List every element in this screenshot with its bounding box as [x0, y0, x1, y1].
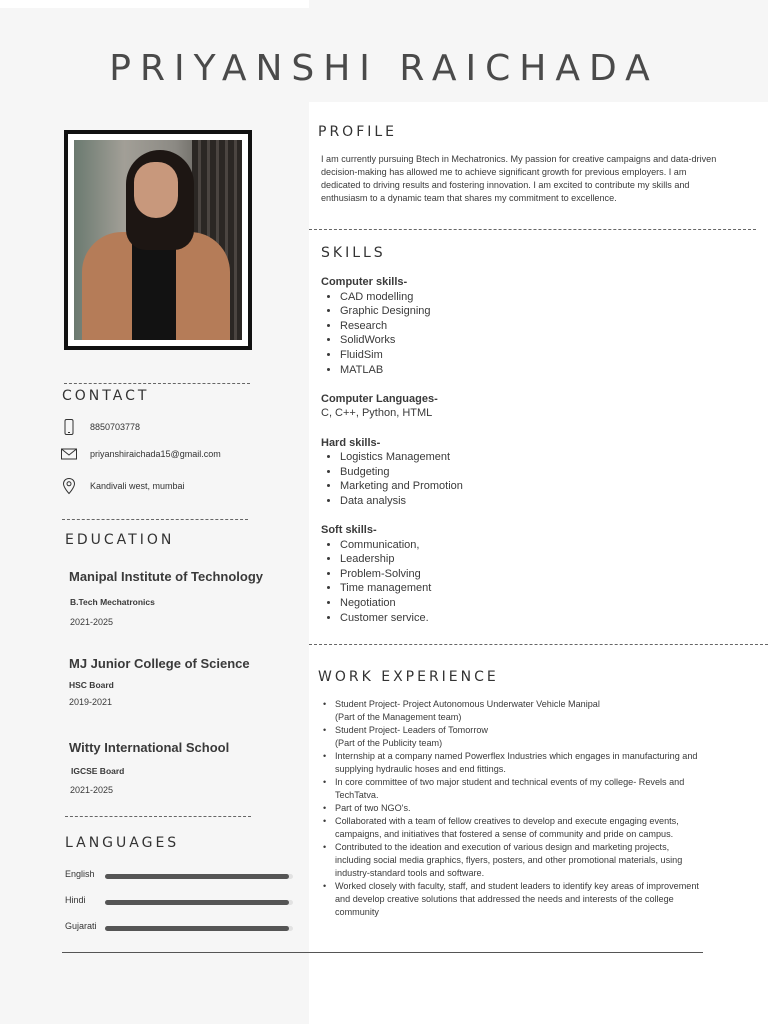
- list-item: • CAD modelling: [340, 290, 741, 305]
- list-item: • SolidWorks: [340, 333, 741, 348]
- divider: [62, 519, 248, 520]
- skills-section: [321, 275, 741, 625]
- computer-languages-title: Computer Languages-: [321, 392, 438, 405]
- list-item: • In core committee of two major student and technical events of my college- Revels and TechTatva.: [335, 776, 707, 802]
- language-row: [65, 921, 295, 935]
- soft-skills-list: [321, 538, 741, 626]
- language-bar-fill: [105, 900, 289, 905]
- list-item: • Internship at a company named Powerflex Industries which engages in manufacturing and supplying hydraulic hoses and end fittings.: [335, 750, 707, 776]
- contact-heading: CONTACT: [62, 388, 150, 404]
- contact-email: [60, 444, 221, 464]
- contact-phone: [60, 417, 140, 437]
- list-item: • Logistics Management: [340, 450, 741, 465]
- school-name: Witty International School: [69, 740, 230, 755]
- location-pin-icon: [60, 477, 78, 495]
- location-text: Kandivali west, mumbai: [90, 481, 185, 491]
- list-item: • Worked closely with faculty, staff, and student leaders to identify key areas of improvement and develop creative solutions that addressed the needs and interests of the college community: [335, 880, 707, 919]
- language-name: Gujarati: [65, 921, 97, 931]
- profile-photo-frame: [64, 130, 252, 350]
- language-bar-track: [105, 874, 293, 879]
- email-address[interactable]: priyanshiraichada15@gmail.com: [90, 449, 221, 459]
- phone-number[interactable]: 8850703778: [90, 422, 141, 432]
- years: 2019-2021: [69, 697, 113, 707]
- divider: [309, 644, 768, 645]
- degree: IGCSE Board: [71, 766, 125, 776]
- list-item: • Collaborated with a team of fellow creatives to develop and execute engaging events, campaigns, and initiatives that fostered a sense of community and pride on campus.: [335, 815, 707, 841]
- footer-rule: [62, 952, 703, 953]
- hard-skills-list: [321, 450, 741, 508]
- contact-location: [60, 476, 185, 496]
- language-bar-fill: [105, 874, 289, 879]
- language-name: Hindi: [65, 895, 86, 905]
- education-item: [69, 569, 299, 627]
- degree: B.Tech Mechatronics: [70, 597, 155, 607]
- resume-name: PRIYANSHI RAICHADA: [109, 48, 659, 89]
- list-item: • Leadership: [340, 552, 741, 567]
- divider: [64, 383, 250, 384]
- language-row: [65, 869, 295, 883]
- years: 2021-2025: [70, 785, 114, 795]
- language-name: English: [65, 869, 95, 879]
- school-name: Manipal Institute of Technology: [69, 569, 264, 584]
- language-bar-fill: [105, 926, 289, 931]
- languages-heading: LANGUAGES: [65, 835, 180, 851]
- work-experience-list: [335, 698, 707, 919]
- list-item: • Graphic Designing: [340, 304, 741, 319]
- list-item: • Communication,: [340, 538, 741, 553]
- education-heading: EDUCATION: [65, 532, 175, 548]
- profile-summary: I am currently pursuing Btech in Mechatronics. My passion for creative campaigns and data-driven decision-making has allowed me to achieve significant growth for previous employers. I am dedicated to driving results and fostering innovation. I am excited to contribute my skills and enthusiasm to a dynamic team that shares my commitment to excellence.: [321, 154, 717, 203]
- work-experience-heading: WORK EXPERIENCE: [318, 669, 499, 685]
- list-item: • Customer service.: [340, 611, 741, 626]
- education-item: [69, 740, 299, 795]
- list-item: • Marketing and Promotion: [340, 479, 741, 494]
- computer-skills-title: Computer skills-: [321, 276, 408, 288]
- phone-icon: [60, 418, 78, 436]
- education-item: [69, 656, 299, 707]
- list-item: • Negotiation: [340, 596, 741, 611]
- language-bar-track: [105, 926, 293, 931]
- list-item: • MATLAB: [340, 363, 741, 378]
- soft-skills-title: Soft skills-: [321, 524, 377, 537]
- computer-languages-text: C, C++, Python, HTML: [321, 407, 433, 420]
- list-item: • Data analysis: [340, 494, 741, 509]
- skills-heading: SKILLS: [321, 245, 386, 261]
- years: 2021-2025: [70, 617, 114, 627]
- list-item: • Part of two NGO's.: [335, 802, 707, 815]
- divider: [65, 816, 251, 817]
- list-item: • Research: [340, 319, 741, 334]
- hard-skills-title: Hard skills-: [321, 436, 381, 449]
- list-item: • Problem-Solving: [340, 567, 741, 582]
- list-item: • Contributed to the ideation and execution of various design and marketing projects, including social media graphics, flyers, posters, and other promotional materials, using industry-standard tools and software.: [335, 841, 707, 880]
- list-item: • Budgeting: [340, 465, 741, 480]
- mail-icon: [60, 445, 78, 463]
- profile-heading: PROFILE: [318, 124, 398, 140]
- list-item: • Time management: [340, 581, 741, 596]
- list-item: • Student Project- Project Autonomous Underwater Vehicle Manipal (Part of the Management team): [335, 698, 707, 724]
- list-item: • FluidSim: [340, 348, 741, 363]
- divider: [309, 229, 756, 230]
- list-item: • Student Project- Leaders of Tomorrow (Part of the Publicity team): [335, 724, 707, 750]
- degree: HSC Board: [69, 680, 114, 690]
- school-name: MJ Junior College of Science: [69, 656, 250, 671]
- language-bar-track: [105, 900, 293, 905]
- computer-skills-list: [321, 290, 741, 378]
- profile-photo: [74, 140, 242, 340]
- language-row: [65, 895, 295, 909]
